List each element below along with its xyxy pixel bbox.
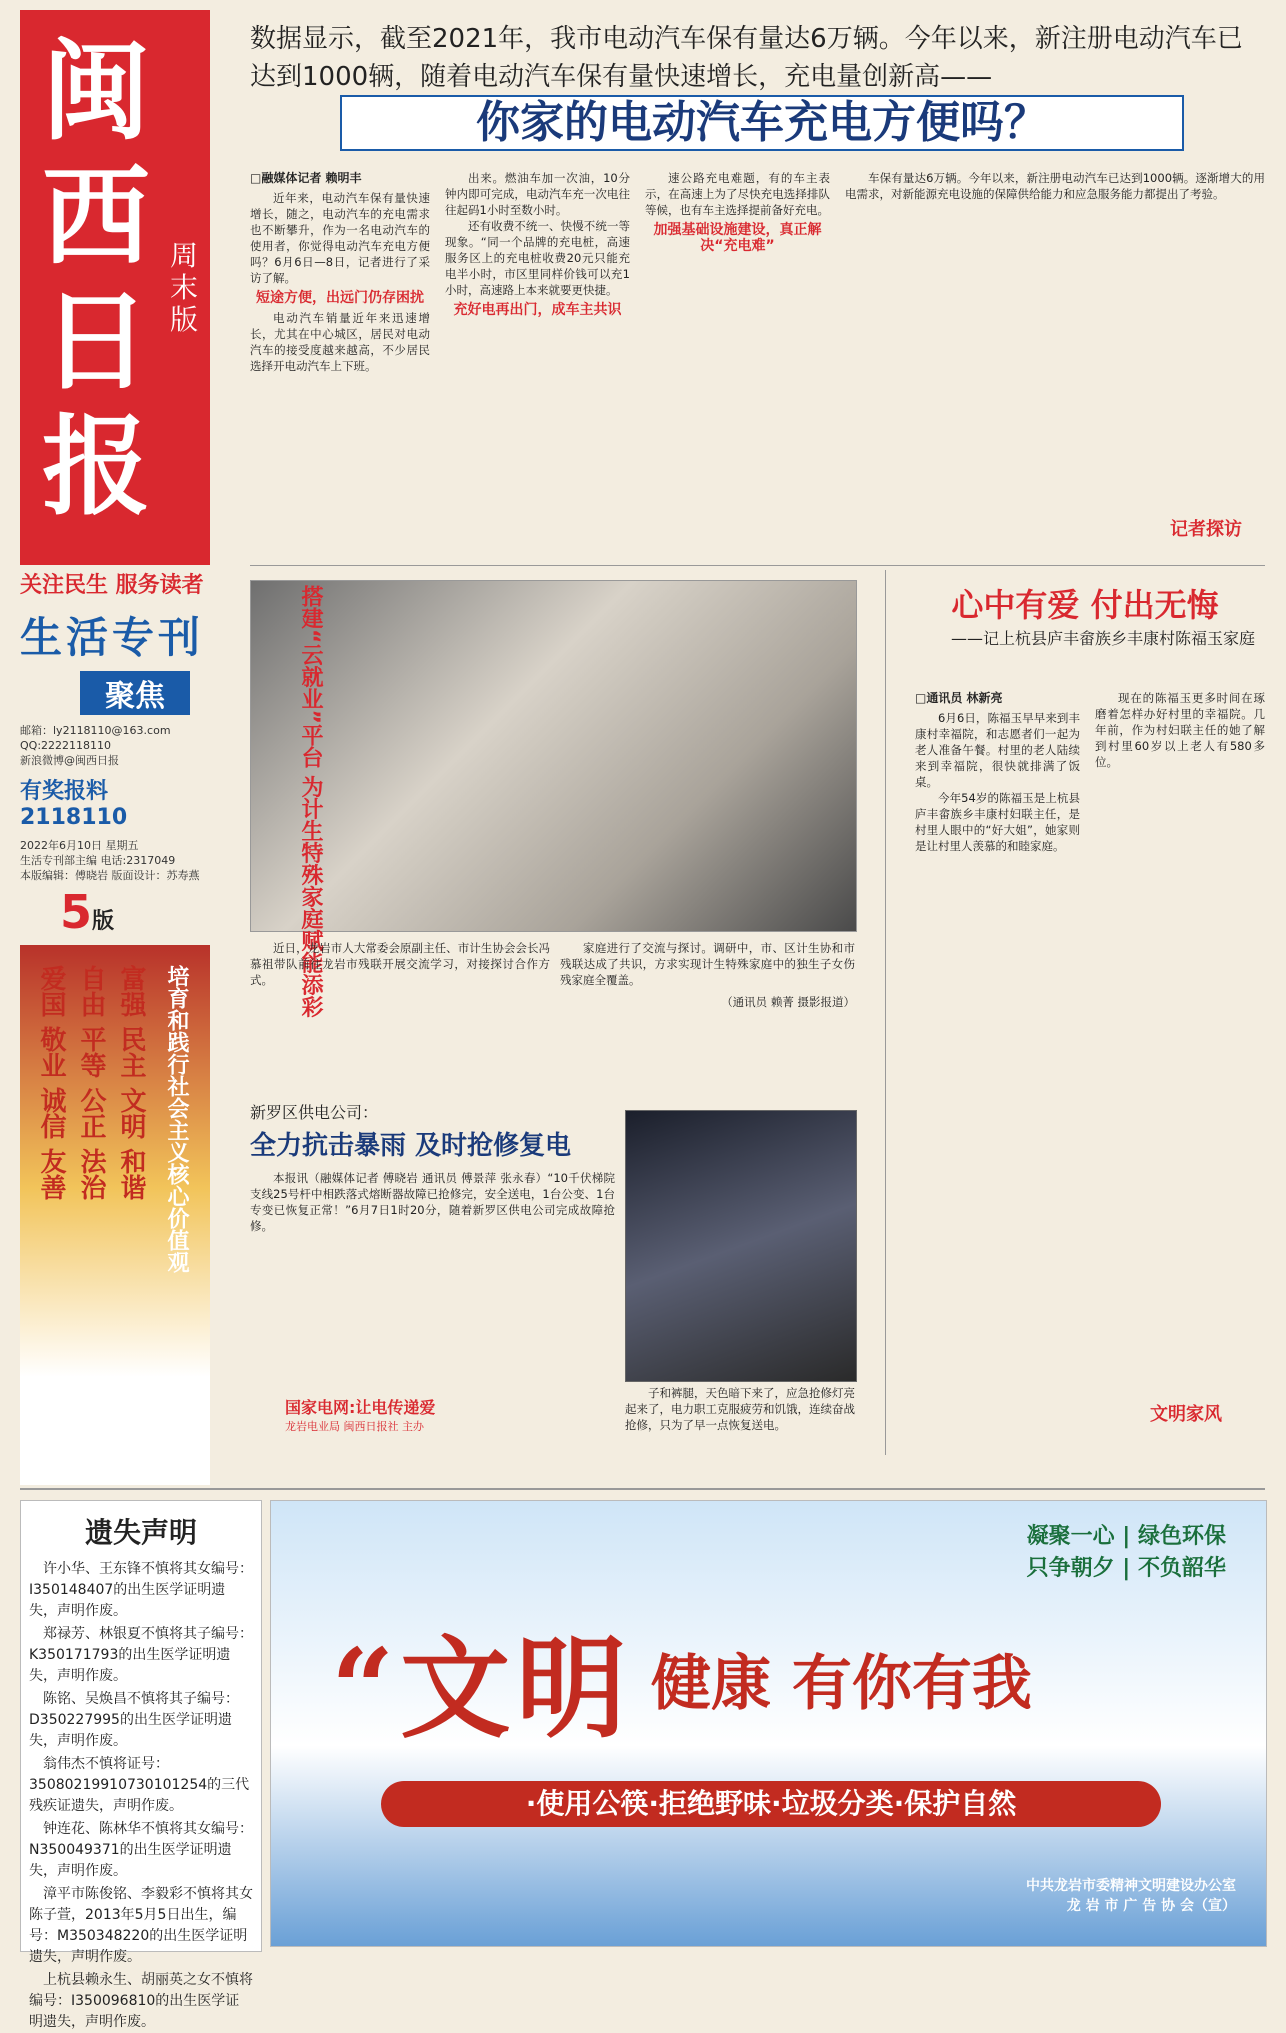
notice-item: 漳平市陈俊铭、李毅彩不慎将其女陈子萱，2013年5月5日出生，编号：M350348220的出生医学证明遗失，声明作废。 <box>29 1886 253 1965</box>
section-slogan: 关注民生 服务读者 <box>20 573 204 598</box>
feature-column-1 <box>915 690 1080 854</box>
poster-values-1: 富强 民主 文明 和谐 <box>116 965 146 1201</box>
state-grid-slogan: 国家电网:让电传递爱 <box>285 1398 436 1417</box>
civ-org-2: 龙 岩 市 广 告 协 会（宣） <box>1066 1898 1236 1914</box>
state-grid-banner <box>285 1395 635 1433</box>
power-story-label: 新罗区供电公司： <box>250 1103 379 1122</box>
notice-item: 上杭县赖永生、胡丽英之女不慎将编号：I350096810的出生医学证明遗失，声明作废。 <box>29 1972 253 2030</box>
issue-date: 2022年6月10日 星期五 <box>20 839 139 852</box>
notice-item: 钟连花、陈林华不慎将其女编号：N350049371的出生医学证明遗失，声明作废。 <box>29 1821 253 1879</box>
page-unit: 版 <box>92 909 115 934</box>
lead-subheading-2: 充好电再出门，成车主共识 <box>453 302 622 318</box>
notice-item: 郑禄芳、林银夏不慎将其子编号：K350171793的出生医学证明遗失，声明作废。 <box>29 1626 253 1684</box>
feature-paragraph: 今年54岁的陈福玉是上杭县庐丰畲族乡丰康村妇联主任，是村里人眼中的“好大姐”，她家则是让村里人羡慕的和睦家庭。 <box>915 791 1080 853</box>
reporter-visit-stamp: 记者探访 <box>1170 519 1242 540</box>
civilized-family-tag: 文明家风 <box>1150 1404 1222 1425</box>
photo-credit: （通讯员 赖菁 摄影报道） <box>721 995 855 1009</box>
masthead <box>20 10 210 565</box>
section-title: 生活专刊 <box>20 613 205 662</box>
lead-subheading-3: 加强基础设施建设，真正解决“充电难” <box>653 222 822 254</box>
lead-paragraph: 电动汽车销量近年来迅速增长，尤其在中心城区，居民对电动汽车的接受度越来越高，不少居民选择开电动汽车上下班。 <box>250 311 430 373</box>
contact-weibo: 新浪微博@闽西日报 <box>20 754 119 767</box>
power-story-title: 全力抗击暴雨 及时抢修复电 <box>250 1131 572 1161</box>
feature-byline: □通讯员 林新亮 <box>915 691 1003 705</box>
lead-column-1 <box>250 170 430 374</box>
notice-item: 许小华、王东锋不慎将其女编号：I350148407的出生医学证明遗失，声明作废。 <box>29 1561 253 1619</box>
power-story-column-1 <box>250 1170 615 1234</box>
lead-intro: 数据显示，截至2021年，我市电动汽车保有量达6万辆。今年以来，新注册电动汽车已达到1000辆，随着电动汽车保有量快速增长，充电量创新高—— <box>250 24 1243 92</box>
photo-story-paragraph: 近日，龙岩市人大常委会原副主任、市计生协会会长冯慕祖带队前往龙岩市残联开展交流学习，对接探讨合作方式。 <box>250 941 550 987</box>
feature-paragraph: 6月6日，陈福玉早早来到丰康村幸福院，和志愿者们一起为老人准备午餐。村里的老人陆续来到幸福院，很快就排满了饭桌。 <box>915 711 1080 789</box>
photo-story-column-1 <box>250 940 550 988</box>
civ-action-strip: ·使用公筷·拒绝野味·垃圾分类·保护自然 <box>381 1781 1161 1827</box>
page-number: 5版 <box>60 885 115 939</box>
lead-column-4 <box>845 170 1265 202</box>
civ-mid-title: 健康 有你有我 <box>651 1649 1032 1719</box>
lead-column-2 <box>445 170 630 322</box>
lead-column-3 <box>645 170 830 258</box>
editor-credits: 本版编辑：傅晓岩 版面设计：苏寿燕 <box>20 869 200 882</box>
hotline-number: 2118110 <box>20 805 128 830</box>
feature-title: 心中有爱 付出无悔 <box>951 586 1219 624</box>
poster-values-2: 自由 平等 公正 法治 <box>76 965 106 1201</box>
photo-story-column-2 <box>560 940 855 1010</box>
civ-slogan-1: 凝聚一心 | 绿色环保 <box>1026 1524 1226 1549</box>
power-story-paragraph: 子和裤腿，天色暗下来了，应急抢修灯亮起来了，电力职工克服疲劳和饥饿，连续奋战抢修，只为了早一点恢复送电。 <box>625 1386 855 1432</box>
notice-item: 陈铭、吴焕昌不慎将其子编号：D350227995的出生医学证明遗失，声明作废。 <box>29 1691 239 1749</box>
power-story-paragraph: 本报讯（融媒体记者 傅晓岩 通讯员 傅景萍 张永春）“10千伏梯院支线25号杆中相跌落式熔断器故障已抢修完，安全送电，1台公变、1台专变已恢复正常！”6月7日1时20分，随着新罗区供电公司完成故障抢修。 <box>250 1171 615 1233</box>
civilization-ad <box>270 1500 1267 1947</box>
lead-subheading-1: 短途方便，出远门仍存困扰 <box>256 290 424 306</box>
exhibition-photo <box>250 580 857 932</box>
power-repair-photo <box>625 1110 857 1382</box>
lead-paragraph: 出来。燃油车加一次油，10分钟内即可完成，电动汽车充一次电往往起码1小时至数小时。 <box>445 171 630 217</box>
hotline-label: 有奖报料 <box>20 779 109 804</box>
notice-item: 翁伟杰不慎将证号：35080219910730101254的三代残疾证遗失，声明作废。 <box>29 1756 250 1814</box>
lead-headline: 你家的电动汽车充电方便吗？ <box>340 95 1184 151</box>
lost-notices <box>20 1500 262 2030</box>
newspaper-logo: 闽西日报 <box>42 29 151 530</box>
lead-paragraph: 近年来，电动汽车保有量快速增长，随之，电动汽车的充电需求也不断攀升，作为一名电动汽车的使用者，你觉得电动汽车充电方便吗？6月6日—8日，记者进行了采访了解。 <box>250 191 430 285</box>
civ-big-title: “文明 <box>331 1624 633 1753</box>
civ-org-1: 中共龙岩市委精神文明建设办公室 <box>1026 1878 1236 1894</box>
weekend-edition-label: 周末版 <box>170 239 199 336</box>
editor-phone: 生活专刊部主编 电话:2317049 <box>20 854 176 867</box>
poster-values-3: 爱国 敬业 诚信 友善 <box>36 965 66 1201</box>
lead-byline: □融媒体记者 赖明丰 <box>250 171 362 185</box>
core-values-poster <box>20 945 210 1485</box>
state-grid-organizers: 龙岩电业局 闽西日报社 主办 <box>285 1420 424 1433</box>
poster-title: 培育和践行社会主义核心价值观 <box>164 965 189 1273</box>
civ-slogan-2: 只争朝夕 | 不负韶华 <box>1026 1556 1226 1581</box>
feature-subtitle: ——记上杭县庐丰畲族乡丰康村陈福玉家庭 <box>950 629 1255 648</box>
feature-paragraph: 现在的陈福玉更多时间在琢磨着怎样办好村里的幸福院。几年前，作为村妇联主任的她了解到村里60岁以上老人有580多位。 <box>1095 691 1265 769</box>
power-story-column-2 <box>625 1385 855 1433</box>
photo-story-paragraph: 家庭进行了交流与探讨。调研中，市、区计生协和市残联达成了共识，方求实现计生特殊家庭中的独生子女伤残家庭全覆盖。 <box>560 941 855 987</box>
notice-title: 遗失声明 <box>84 1516 197 1549</box>
lead-paragraph: 车保有量达6万辆。今年以来，新注册电动汽车已达到1000辆。逐渐增大的用电需求，对新能源充电设施的保障供给能力和应急服务能力都提出了考验。 <box>845 171 1265 201</box>
lead-paragraph: 还有收费不统一、快慢不统一等现象。“同一个品牌的充电桩，高速服务区上的充电桩收费20元只能充电半小时，市区里同样价钱可以充1小时，高速路上本来就要更快捷。 <box>445 219 630 297</box>
photo-story-title: 搭建“云就业”平台 为计生特殊家庭赋能添彩 <box>298 585 323 1018</box>
lead-paragraph: 速公路充电难题，有的车主表示，在高速上为了尽快充电选择排队等候，也有车主选择提前备好充电。 <box>645 171 830 217</box>
section-info <box>20 568 210 883</box>
contact-qq: QQ:2222118110 <box>20 739 112 752</box>
contact-email: 邮箱：ly2118110@163.com <box>20 724 171 737</box>
section-focus-label: 聚焦 <box>80 671 190 715</box>
feature-column-2 <box>1095 690 1265 770</box>
